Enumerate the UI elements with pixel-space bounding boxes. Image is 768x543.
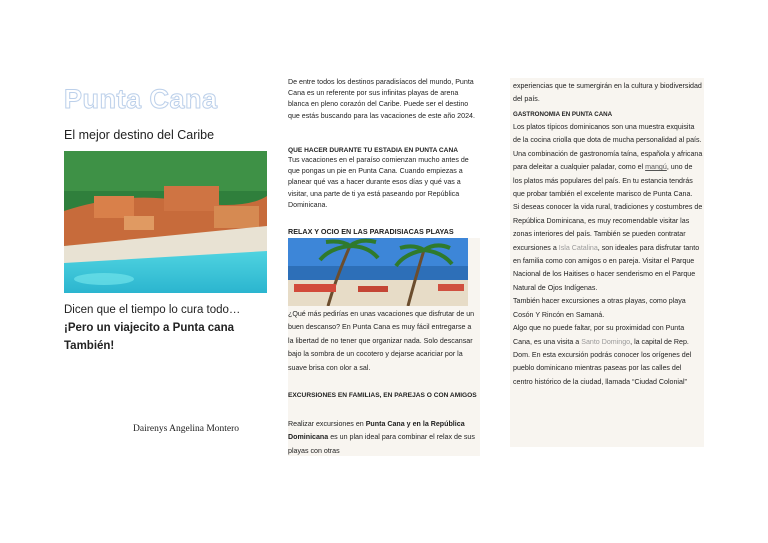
excursiones-text-c: es un plan ideal para combinar el relax de sus playas con otras	[288, 433, 475, 455]
resort-photo	[64, 151, 267, 293]
paragraph-otras-playas: También hacer excursiones a otras playas, como playa Cosón Y Rincón en Samaná.	[513, 297, 686, 319]
paragraph-santo-domingo	[513, 322, 703, 389]
heading-gastronomia: GASTRONOMIA EN PUNTA CANA	[513, 111, 613, 118]
subtitle: El mejor destino del Caribe	[64, 128, 215, 142]
beach-palm-photo	[288, 238, 468, 306]
tagline	[64, 301, 264, 355]
paragraph-excursiones	[288, 418, 478, 458]
rural-text-b: , son ideales para disfrutar tanto en familia como con amigos o en pareja. Visitar el Parque Nacional de los Haitises o hacer senderismo en el Parque Natural de Ojos Indígenas.	[513, 243, 700, 292]
paragraph-excursiones-rurales	[513, 201, 703, 295]
tagline-line-1: Dicen que el tiempo lo cura todo…	[64, 304, 241, 316]
excursiones-text-a: Realizar excursiones en	[288, 420, 366, 428]
heading-excursiones: EXCURSIONES EN FAMILIAS, EN PAREJAS O CON AMIGOS	[288, 392, 477, 399]
tagline-line-2: ¡Pero un viajecito a Punta cana También!	[64, 322, 234, 352]
intro-paragraph: De entre todos los destinos paradisíacos del mundo, Punta Cana es un referente por sus infinitas playas de arena blanca en pleno corazón del Caribe. Puede ser el destino que estás buscando para las vacaciones de este año 2024.	[288, 78, 475, 120]
resort-photo-graphic	[64, 151, 267, 293]
link-isla-catalina[interactable]: Isla Catalina	[558, 243, 598, 252]
page-title: Punta Cana	[64, 84, 218, 114]
paragraph-relax: ¿Qué más pedirías en unas vacaciones que disfrutar de un buen descanso? En Punta Cana es muy fácil entregarse a la libertad de no tener que organizar nada. Solo descansar bajo la sombra de un cocotero y dejarse acariciar por la suave brisa con olor a sal.	[288, 310, 475, 372]
gastronomia-text-a: Los platos típicos dominicanos son una muestra exquisita de la cocina criolla que dota de mucha personalidad al país. Una combinación de gastronomía taína, española y africana para deleitar a cualquier paladar, como el	[513, 123, 703, 172]
rural-text-a: Si deseas conocer la vida rural, tradiciones y costumbres de República Dominicana, es muy recomendable visitar las zonas interiores del país. También se pueden contratar excursiones a	[513, 203, 703, 252]
column3-body	[513, 121, 703, 389]
paragraph-que-hacer: Tus vacaciones en el paraíso comienzan mucho antes de que pongas un pie en Punta Cana. Cuando empiezas a planear qué vas a hacer durante esos días y qué vas a visitar, una parte de ti ya está paseando por República Dominicana.	[288, 156, 469, 209]
heading-que-hacer: QUE HACER DURANTE TU ESTADIA EN PUNTA CANA	[288, 147, 458, 154]
paragraph-continued: experiencias que te sumergirán en la cultura y biodiversidad del país.	[513, 82, 702, 104]
excursiones-bold: Punta Cana y en la República Dominicana	[288, 420, 465, 442]
link-santo-domingo[interactable]: Santo Domingo	[581, 337, 631, 346]
paragraph-gastronomia	[513, 121, 703, 201]
author-name: Dairenys Angelina Montero	[133, 424, 240, 434]
gastronomia-text-b: , uno de los platos más populares del país. En tu estancia tendrás que probar también el excelente marisco de Punta Cana.	[513, 163, 693, 199]
santo-domingo-text-a: Algo que no puede faltar, por su proximidad con Punta Cana, es una visita a	[513, 324, 685, 346]
link-mangu[interactable]: mangú	[645, 163, 667, 172]
santo-domingo-text-b: , la capital de Rep. Dom. En esta excursión podrás conocer los orígenes del pueblo dominicano mientras paseas por las calles del centro histórico de la ciudad, llamada “Ciudad Colonial”	[513, 337, 692, 386]
heading-relax: RELAX Y OCIO EN LAS PARADISIACAS PLAYAS	[288, 227, 454, 236]
beach-palm-graphic	[288, 238, 468, 306]
